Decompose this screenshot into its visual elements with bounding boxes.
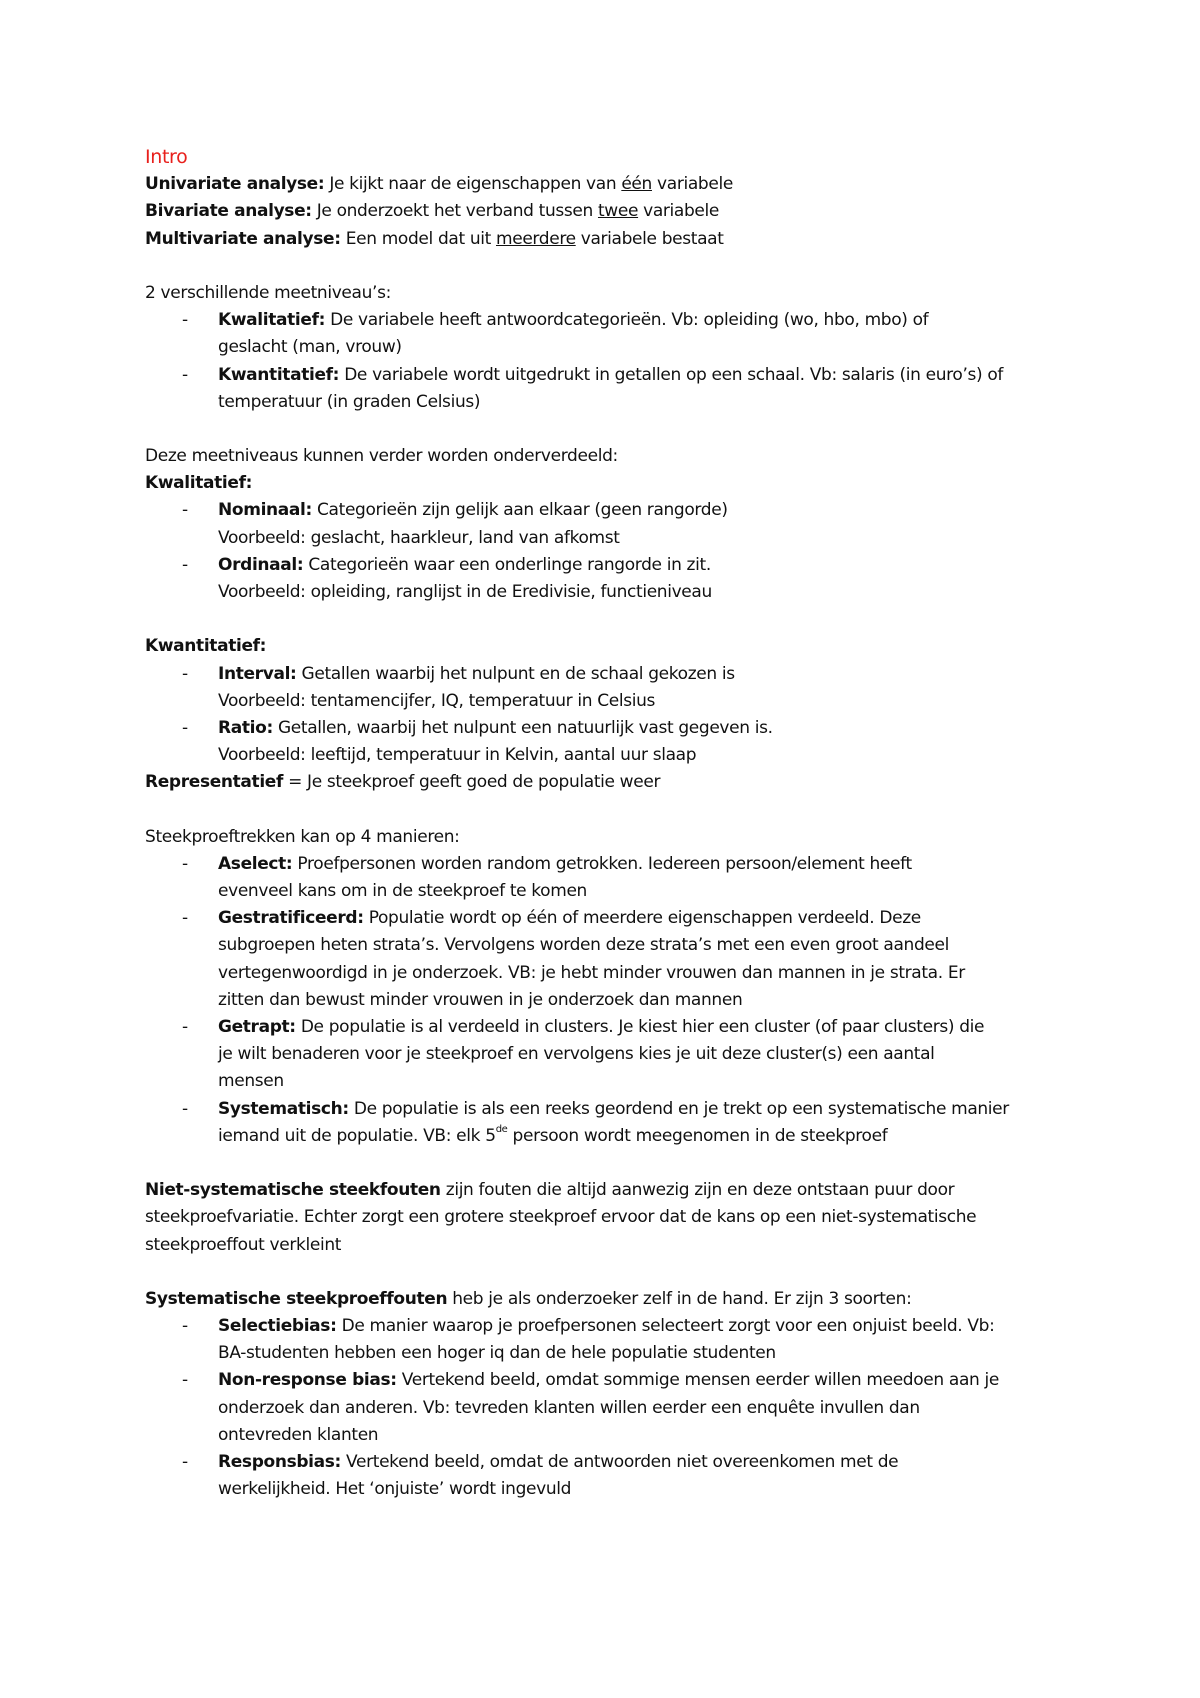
kwantitatief-heading: Kwantitatief: [145, 636, 267, 657]
bullet-dash: - [182, 717, 188, 738]
bullet-dash: - [182, 663, 188, 684]
list-item: - Ratio: Getallen, waarbij het nulpunt een natuurlijk vast gegeven is. Voorbeeld: leeftijd, temperatuur in Kelvin, aantal uur slaap [145, 715, 1085, 769]
list-item: - Getrapt: De populatie is al verdeeld in clusters. Je kiest hier een cluster (of paar clusters) die je wilt benaderen voor je steekproef en vervolgens kies je uit deze cluster(s) een aantal mensen [145, 1014, 1085, 1096]
document-page: Intro Univariate analyse: Je kijkt naar de eigenschappen van één variabele Bivariate analyse: Je onderzoekt het verband tussen twee variabele Multivariate analyse: Een model dat uit meerdere variabele bestaat 2 verschillende meetniveau’s: - Kwalitatief: De variabele heeft antwoordcategorieën. Vb: opleiding (wo, hbo, mbo) of geslacht (man, vrouw) - Kwantitatief: De variabele wordt uitgedrukt in getallen op een schaal. Vb: salaris (in euro’s) of temperatuur (in graden Celsius) Deze meetniveaus kunnen verder worden onderverdeeld: Kwalitatief: - Nominaal: Categorieën zijn gelijk aan elkaar (geen rangorde) Voorbeeld: geslacht, haarkleur, land van afkomst - Ordinaal: Categorieën waar een onderlinge rangorde in zit. Voorbeeld: opleiding, ranglijst in de Eredivisie, functieniveau Kwantitatief: - Interval: Getallen waarbij het nulpunt en de schaal gekozen is Voorbeeld: tentamencijfer, IQ, temperatuur in Celsius - Ratio: Getallen, waarbij het nulpunt een natuurlijk vast gegeven is. Voorbeeld: leeftijd, temperatuur in Kelvin, aantal uur slaap Representatief = Je steekproef geeft goed de populatie weer Steekproeftrekken kan op 4 manieren: - Aselect: Proefpersonen worden random getrokken. Iedereen persoon/element heeft evenveel kans om in de steekproef te komen - Gestratificeerd: Populatie wordt op één of meerdere eigenschappen verdeeld. Deze subgroepen heten strata’s. Vervolgens worden deze strata’s met een even groot aandeel vertegenwoordigd in je onderzoek. VB: je hebt minder vrouwen dan mannen in je strata. Er zitten dan bewust minder vrouwen in je onderzoek dan mannen - Getrapt: De populatie is al verdeeld in clusters. Je kiest hier een cluster (of paar clusters) die je wilt benaderen voor je steekproef en vervolgens kies je uit deze cluster(s) een aantal mensen - Systematisch: De populatie is als een reeks geordend en je trekt op een systematische manier iemand uit de populatie. VB: elk 5de persoon wordt meegenomen in de steekproef Niet-systematische steekfouten zijn fouten die altijd aanwezig zijn en deze ontstaan puur door steekproefvariatie. Echter zorgt een grotere steekproef ervoor dat de kans op een niet-systematische steekproeffout verkleint Systematische steekproeffouten heb je als onderzoeker zelf in de hand. Er zijn 3 soorten: - Selectiebias: De manier waarop je proefpersonen selecteert zorgt voor een onjuist beeld. Vb: BA-studenten hebben een hoger iq dan de hele populatie studenten - Non-response bias: Vertekend beeld, omdat sommige mensen eerder willen meedoen aan je onderzoek dan anderen. Vb: tevreden klanten willen eerder een enquête invullen dan ontevreden klanten - Responsbias: Vertekend beeld, omdat de antwoorden niet overeenkomen met de werkelijkheid. Het ‘onjuiste’ wordt ingevuld [145, 144, 1085, 1503]
bullet-dash: - [182, 908, 188, 929]
bullet-dash: - [182, 1017, 188, 1037]
list-item: - Kwantitatief: De variabele wordt uitgedrukt in getallen op een schaal. Vb: salaris (in euro’s) of temperatuur (in graden Celsius) [145, 362, 1085, 416]
list-item: - Kwalitatief: De variabele heeft antwoordcategorieën. Vb: opleiding (wo, hbo, mbo) of geslacht (man, vrouw) [145, 307, 1085, 361]
univariate-line: Univariate analyse: Je kijkt naar de eigenschappen van één variabele [145, 174, 733, 195]
meetniveau-heading: 2 verschillende meetniveau’s: [145, 282, 391, 303]
list-item: - Non-response bias: Vertekend beeld, omdat sommige mensen eerder willen meedoen aan je onderzoek dan anderen. Vb: tevreden klanten willen eerder een enquête invullen dan ontevreden klanten [145, 1367, 1085, 1449]
list-item: - Aselect: Proefpersonen worden random getrokken. Iedereen persoon/element heeft evenveel kans om in de steekproef te komen [145, 851, 1085, 905]
bullet-dash: - [182, 1452, 188, 1472]
bullet-dash: - [182, 310, 188, 331]
bullet-dash: - [182, 1370, 188, 1391]
bullet-dash: - [182, 1316, 188, 1337]
multivariate-line: Multivariate analyse: Een model dat uit meerdere variabele bestaat [145, 228, 724, 249]
term-label: Bivariate analyse: [145, 201, 312, 222]
bivariate-line: Bivariate analyse: Je onderzoekt het verband tussen twee variabele [145, 201, 720, 222]
representatief-line: Representatief = Je steekproef geeft goed de populatie weer [145, 772, 661, 793]
list-item: - Responsbias: Vertekend beeld, omdat de antwoorden niet overeenkomen met de werkelijkheid. Het ‘onjuiste’ wordt ingevuld [145, 1449, 1085, 1503]
term-label: Univariate analyse: [145, 174, 325, 195]
systematisch-para: Systematische steekproeffouten heb je als onderzoeker zelf in de hand. Er zijn 3 soorten: [145, 1288, 912, 1309]
bullet-dash: - [182, 554, 188, 575]
term-label: Multivariate analyse: [145, 228, 341, 249]
bullet-dash: - [182, 853, 188, 874]
list-item: - Selectiebias: De manier waarop je proefpersonen selecteert zorgt voor een onjuist beeld. Vb: BA-studenten hebben een hoger iq dan de hele populatie studenten [145, 1313, 1085, 1367]
bullet-dash: - [182, 500, 188, 521]
list-item: - Ordinaal: Categorieën waar een onderlinge rangorde in zit. Voorbeeld: opleiding, ranglijst in de Eredivisie, functieniveau [145, 552, 1085, 606]
subdivision-heading: Deze meetniveaus kunnen verder worden onderverdeeld: [145, 446, 618, 467]
list-item: - Gestratificeerd: Populatie wordt op één of meerdere eigenschappen verdeeld. Deze subgroepen heten strata’s. Vervolgens worden deze strata’s met een even groot aandeel vertegenwoordigd in je onderzoek. VB: je hebt minder vrouwen dan mannen in je strata. Er zitten dan bewust minder vrouwen in je onderzoek dan mannen [145, 905, 1085, 1014]
list-item: - Nominaal: Categorieën zijn gelijk aan elkaar (geen rangorde) Voorbeeld: geslacht, haarkleur, land van afkomst [145, 497, 1085, 551]
section-title: Intro [145, 146, 188, 168]
bullet-dash: - [182, 1098, 188, 1119]
list-item: - Interval: Getallen waarbij het nulpunt en de schaal gekozen is Voorbeeld: tentamencijfer, IQ, temperatuur in Celsius [145, 661, 1085, 715]
kwalitatief-heading: Kwalitatief: [145, 473, 253, 494]
list-item: - Systematisch: De populatie is als een reeks geordend en je trekt op een systematische manier iemand uit de populatie. VB: elk 5de persoon wordt meegenomen in de steekproef [145, 1096, 1085, 1150]
bullet-dash: - [182, 364, 188, 385]
steekproef-heading: Steekproeftrekken kan op 4 manieren: [145, 826, 460, 847]
niet-systematisch-para: Niet-systematische steekfouten zijn fouten die altijd aanwezig zijn en deze ontstaan puur door [145, 1180, 955, 1201]
